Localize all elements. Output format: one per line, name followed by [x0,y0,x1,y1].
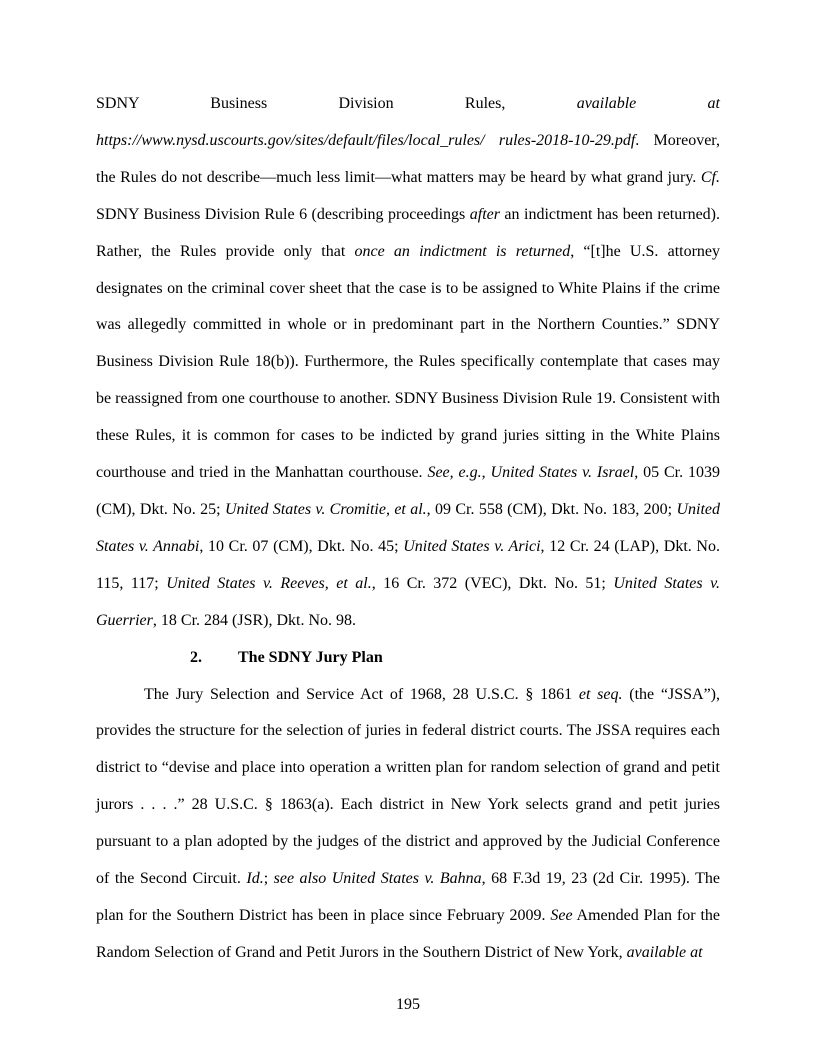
text-run: United States v. Annabi [96,500,721,555]
text-run: SDNY Business Division Rules, [96,95,577,112]
text-run: United States v. Arici [403,537,541,555]
text-run: et seq. [578,685,623,703]
body-paragraph-1 [96,86,720,640]
text-run: Cf. [700,168,720,186]
body-paragraph-2 [96,677,720,972]
text-run: United States v. Cromitie, et al. [224,500,427,518]
text-block [96,86,720,972]
text-run: see also United States v. Bahna [273,870,482,888]
section-heading [96,640,720,677]
text-run: , 09 Cr. 558 (CM), Dkt. No. 183, 200; [426,500,677,518]
text-run: an indictment has been returned). Rather, the Rules provide only that [96,205,720,260]
text-run: once an indictment is returned [354,242,571,260]
text-run: , 68 F.3d 19, 23 (2d Cir. 1995). The plan for the Southern District has been in place since February 2009. [96,870,720,924]
text-run: See [550,906,573,924]
text-run: United States v. Guerrier [96,574,721,629]
text-run: Id. [246,870,264,888]
text-run: , 16 Cr. 372 (VEC), Dkt. No. 51; [371,574,614,592]
text-run: , “[t]he U.S. attorney designates on the criminal cover sheet that the case is to be assigned to White Plains if the crime was allegedly committed in whole or in predominant part in the Northern Counties.” SDNY Business Division Rule 18(b)). Furthermore, the Rules specifically contemplate that cases may be reassigned from one courthouse to another. SDNY Business Division Rule 19. Consistent with these Rules, it is common for cases to be indicted by grand juries sitting in the White Plains courthouse and tried in the Manhattan courthouse. [96,242,721,482]
text-run: , 18 Cr. 284 (JSR), Dkt. No. 98. [152,611,357,629]
text-run: , 10 Cr. 07 (CM), Dkt. No. 45; [199,537,404,555]
text-run: ; [263,870,274,888]
section-number: 2. [190,648,202,666]
text-run: available at https://www.nysd.uscourts.gov/sites/default/files/local_rules/ rules-2018-10-29.pdf [96,95,721,149]
section-title: The SDNY Jury Plan [238,648,383,666]
text-run: United States v. Israel [490,464,635,482]
text-run: See, e.g. [427,464,482,482]
text-run: United States v. Reeves, et al. [166,574,372,592]
text-run: The Jury Selection and Service Act of 1968, 28 U.S.C. § 1861 [144,685,579,703]
text-run: Amended Plan for the Random Selection of Grand and Petit Jurors in the Southern District of New York, [96,906,721,961]
text-run: (the “JSSA”), provides the structure for the selection of juries in federal district courts. The JSSA requires each district to “devise and place into operation a written plan for random selection of grand and petit jurors . . . .” 28 U.S.C. § 1863(a). Each district in New York selects grand and petit juries pursuant to a plan adopted by the judges of the district and approved by the Judicial Conference of the Second Circuit. [96,685,721,888]
text-run: , 12 Cr. 24 (LAP), Dkt. No. 115, 117; [96,537,720,592]
text-run: available at [626,943,703,961]
text-run: , [481,464,491,482]
page-number: 195 [396,996,420,1013]
text-run: after [469,205,500,223]
text-run: . Moreover, the Rules do not describe—much less limit—what matters may be heard by what grand jury. [96,131,720,186]
text-run: SDNY Business Division Rule 6 (describing proceedings [96,205,470,223]
text-run: , 05 Cr. 1039 (CM), Dkt. No. 25; [96,464,720,518]
